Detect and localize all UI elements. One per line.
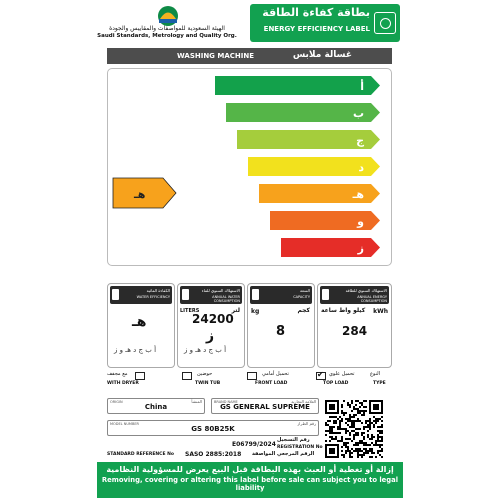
type-option-ar: حوضين (197, 371, 213, 377)
energy-consumption-header (320, 286, 389, 304)
qr-code (325, 400, 383, 458)
scale-class-label: ب (352, 107, 364, 120)
capacity-box (247, 283, 315, 368)
checkbox-twin-tub (182, 372, 192, 380)
water-consumption-box (177, 283, 245, 368)
water-consumption-header (180, 286, 242, 304)
water-consumption-head-en: ANNUAL WATER CONSUMPTION (212, 295, 240, 303)
energy-value: 284 (342, 324, 368, 338)
water-efficiency-head-en: WATER EFFICIENCY (136, 295, 170, 299)
scale-class-label: و (357, 215, 364, 228)
water-efficiency-header (110, 286, 172, 304)
scale-bars (108, 69, 393, 267)
origin-value: China (144, 403, 168, 411)
water-efficiency-box (107, 283, 175, 368)
energy-head-ar: الاستهلاك السنوي للطاقة (345, 288, 387, 293)
shirt-icon (252, 289, 259, 300)
product-bar (107, 48, 392, 64)
water-consumption-value: 24200 (192, 312, 234, 326)
model-label-ar: رقم الطراز (297, 421, 316, 426)
scale-class-label: ز (357, 242, 364, 255)
model-label-en: MODEL NUMBER (110, 422, 139, 426)
water-efficiency-value: هـ (132, 314, 147, 330)
footer-text-en: Removing, covering or altering this label before sale can subject you to legal liability (101, 476, 399, 492)
water-consumption-head-ar: الاستهلاك السنوي للماء (201, 288, 240, 293)
origin-field (107, 398, 205, 414)
legal-footer (97, 462, 403, 498)
standard-label-en: STANDARD REFERENCE No (107, 452, 174, 457)
standard-label-ar: الرقم المرجعي المواصفة (252, 451, 315, 457)
brand-value: GS GENERAL SUPREME (220, 403, 310, 411)
label-title-banner (250, 4, 400, 42)
label-title-en: ENERGY EFFICIENCY LABEL (263, 25, 370, 33)
energy-label (97, 0, 403, 500)
brand-label-en: BRAND NAME (214, 400, 238, 404)
registration-label-ar: رقم التسجيل (277, 437, 310, 443)
energy-unit-ar: كيلو واط ساعة (321, 307, 366, 314)
origin-label-ar: المنشأ (191, 399, 202, 404)
scale-class-label: ج (356, 134, 364, 147)
type-option-en: TOP LOAD (323, 381, 349, 386)
rating-indicator-label: هـ (134, 188, 146, 201)
water-consumption-scale: أ ب ج د هـ و ز (184, 346, 227, 354)
faucet-icon (182, 289, 189, 300)
faucet-icon (112, 289, 119, 300)
product-name-en: WASHING MACHINE (177, 52, 254, 60)
scale-bar-1 (215, 76, 380, 95)
energy-unit-en: kWh (373, 308, 388, 315)
brand-label-ar: العلامة التجارية (291, 399, 316, 404)
checkbox-front-load (247, 372, 257, 380)
registration-value: E06799/2024 (232, 441, 276, 448)
type-option-ar: تحميل علوي (329, 371, 355, 377)
type-label-en: TYPE (373, 381, 386, 386)
efficiency-scale (107, 68, 392, 266)
brand-field (211, 398, 319, 414)
scale-class-label: أ (360, 80, 364, 93)
capacity-unit-en: kg (251, 308, 260, 315)
type-option-ar: تحميل أمامي (262, 371, 289, 377)
footer-text-ar: إزالة أو تغطية أو العبث بهذه البطاقة قبل البيع يعرض للمسؤولية النظامية (106, 465, 394, 474)
water-unit-en: LITERS (180, 308, 200, 314)
capacity-value: 8 (276, 324, 286, 339)
registration-label-en: REGISTRATION No (277, 445, 323, 450)
org-name-ar: الهيئة السعودية للمواصفات والمقاييس والجودة (109, 25, 225, 32)
product-name-ar: غسالة ملابس (292, 50, 352, 60)
capacity-head-en: CAPACITY (293, 295, 310, 299)
model-field (107, 420, 319, 436)
scale-class-label: هـ (352, 188, 364, 201)
capacity-header (250, 286, 312, 304)
model-value: GS 80B25K (191, 425, 235, 433)
water-consumption-class: ز (206, 328, 215, 344)
type-row (107, 368, 392, 390)
energy-consumption-box (317, 283, 392, 368)
capacity-head-ar: السعة (300, 288, 310, 293)
washing-machine-icon (374, 12, 396, 34)
label-title-ar: بطاقة كفاءة الطاقة (262, 6, 370, 19)
capacity-unit-ar: كجم (297, 307, 310, 314)
type-option-ar: مع مجفف (107, 371, 128, 377)
type-option-en: FRONT LOAD (255, 381, 288, 386)
type-label-ar: النوع (370, 371, 380, 377)
origin-label-en: ORIGIN (110, 400, 123, 404)
water-efficiency-scale: أ ب ج د هـ و ز (114, 346, 157, 354)
water-unit-ar: لتر (231, 307, 240, 314)
scale-class-label: د (358, 161, 364, 174)
plug-icon (322, 289, 329, 300)
type-option-en: TWIN TUB (195, 381, 221, 386)
energy-head-en: ANNUAL ENERGY CONSUMPTION (357, 295, 387, 303)
type-option-en: WITH DRYER (107, 381, 139, 386)
checkbox-with-dryer (135, 372, 145, 380)
org-name-en: Saudi Standards, Metrology and Quality Org. (97, 33, 237, 39)
standard-value: SASO 2885:2018 (185, 451, 242, 458)
water-efficiency-head-ar: الكفاءة المائية (146, 288, 170, 293)
scale-bar-7 (281, 238, 380, 257)
checkbox-top-load (316, 372, 326, 380)
